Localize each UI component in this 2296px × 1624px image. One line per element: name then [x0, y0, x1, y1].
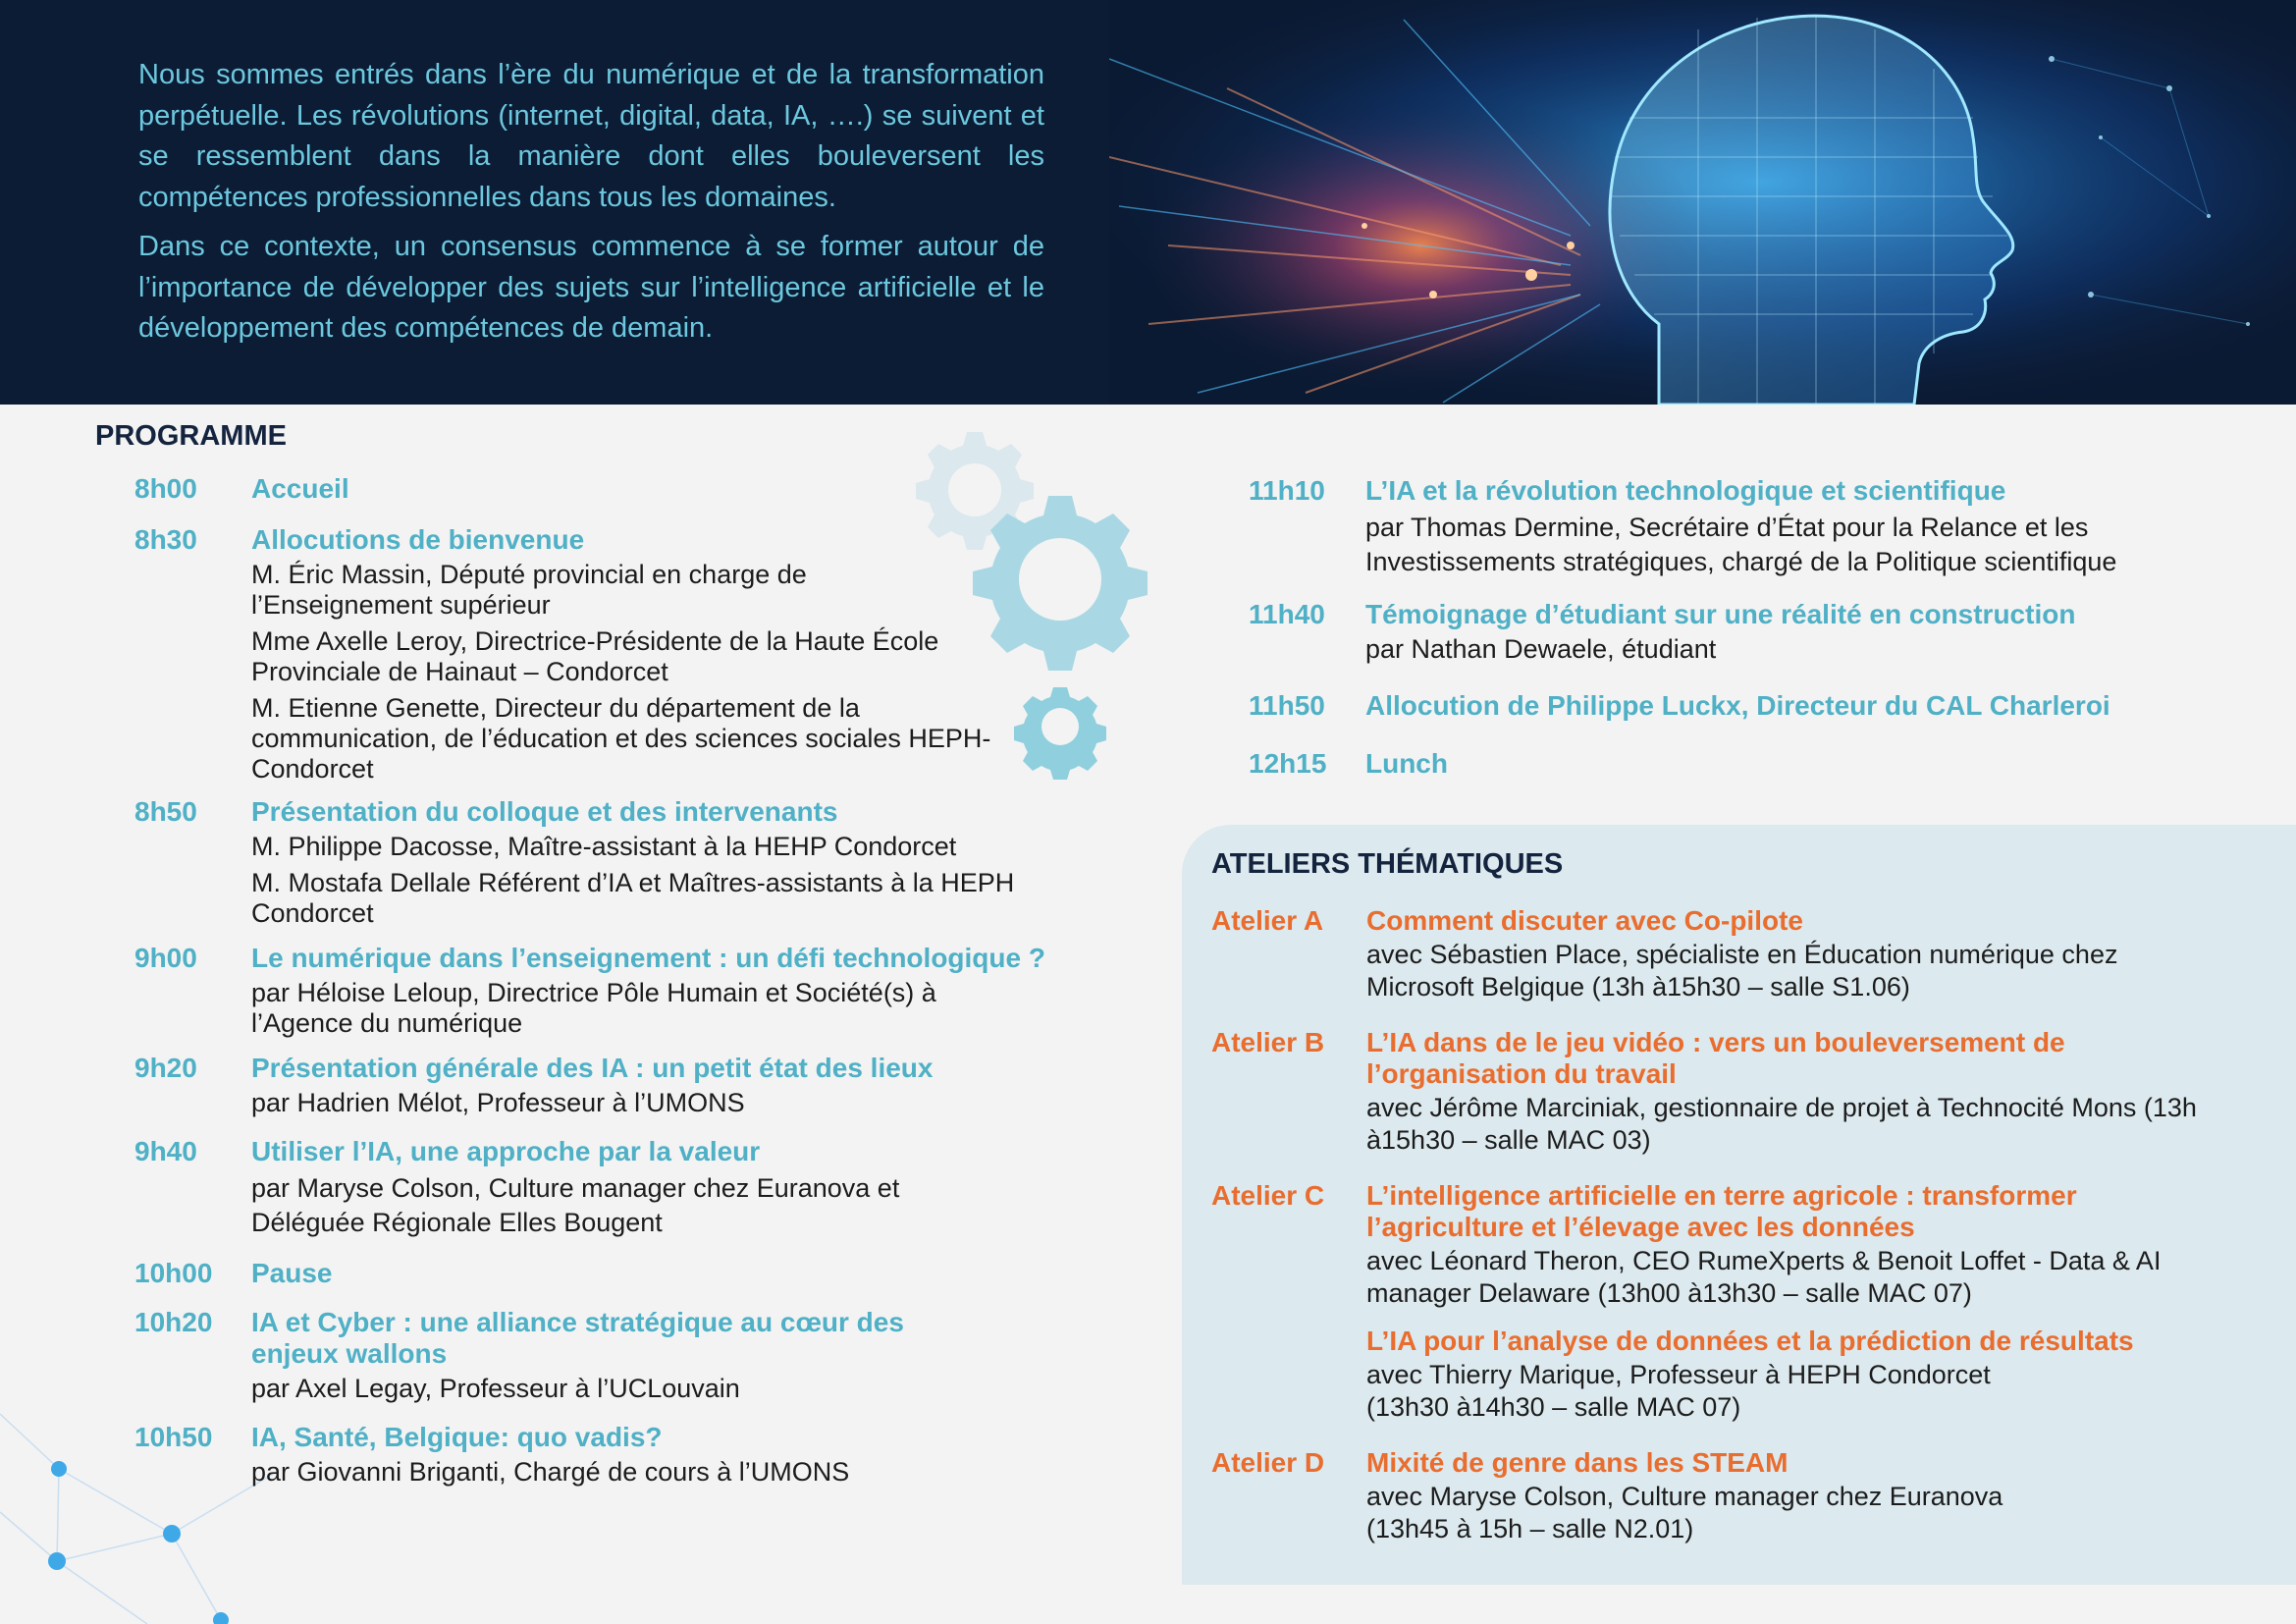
programme-item	[134, 524, 1096, 785]
atelier-desc: avec Sébastien Place, spécialiste en Éducation numérique chez Microsoft Belgique (13h à15h30 – salle S1.06)	[1366, 940, 2118, 1001]
item-time: 10h50	[134, 1422, 213, 1452]
atelier-desc: avec Thierry Marique, Professeur à HEPH Condorcet (13h30 à14h30 – salle MAC 07)	[1366, 1360, 1991, 1422]
item-title: Utiliser l’IA, une approche par la valeur	[251, 1136, 761, 1166]
item-time: 9h20	[134, 1053, 197, 1083]
item-detail: par Héloise Leloup, Directrice Pôle Humain et Société(s) à l’Agence du numérique	[251, 978, 936, 1038]
item-detail: par Nathan Dewaele, étudiant	[1365, 634, 1717, 664]
hero-banner	[0, 0, 2296, 405]
intro-text	[138, 55, 1044, 358]
item-title: Allocutions de bienvenue	[251, 524, 585, 555]
programme-left-column	[134, 473, 1096, 1488]
item-time: 8h00	[134, 473, 197, 504]
programme-right-column	[1249, 475, 2230, 780]
intro-paragraph-2: Dans ce contexte, un consensus commence à se former autour de l’importance de développer des sujets sur l’intelligence artificielle et le développement des compétences de demain.	[138, 231, 1044, 344]
programme-item	[134, 1258, 1096, 1289]
item-title: Témoignage d’étudiant sur une réalité en construction	[1365, 599, 2076, 629]
item-detail: par Thomas Dermine, Secrétaire d’État pour la Relance et les Investissements stratégiques, chargé de la Politique scientifique	[1365, 513, 2117, 576]
item-detail: par Axel Legay, Professeur à l’UCLouvain	[251, 1374, 740, 1403]
programme-item	[1249, 748, 2230, 780]
item-detail: par Maryse Colson, Culture manager chez Euranova et Déléguée Régionale Elles Bougent	[251, 1173, 900, 1237]
programme-item	[1249, 475, 2230, 579]
atelier-item	[1211, 1027, 2271, 1157]
atelier-desc: avec Jérôme Marciniak, gestionnaire de projet à Technocité Mons (13h à15h30 – salle MAC 03)	[1366, 1093, 2197, 1155]
atelier-title: L’IA dans de le jeu vidéo : vers un bouleversement de l’organisation du travail	[1366, 1027, 2065, 1089]
atelier-item	[1211, 1326, 2271, 1424]
item-title: Présentation du colloque et des intervenants	[251, 796, 838, 827]
atelier-label: Atelier A	[1211, 905, 1324, 936]
atelier-label: Atelier B	[1211, 1027, 1325, 1057]
atelier-item	[1211, 1447, 2271, 1545]
programme-item	[1249, 599, 2230, 665]
item-detail: Mme Axelle Leroy, Directrice-Présidente de la Haute École Provinciale de Hainaut – Condorcet	[251, 626, 939, 686]
item-time: 9h00	[134, 943, 197, 973]
programme-item	[134, 796, 1096, 929]
programme-item	[134, 1422, 1096, 1488]
item-title: Allocution de Philippe Luckx, Directeur du CAL Charleroi	[1365, 690, 2110, 721]
item-time: 8h50	[134, 796, 197, 827]
item-time: 10h20	[134, 1307, 213, 1337]
item-time: 8h30	[134, 524, 197, 555]
programme-item	[134, 1136, 1096, 1240]
atelier-label	[1211, 1326, 1366, 1424]
item-time: 11h50	[1249, 690, 1325, 721]
item-title: Pause	[251, 1258, 333, 1288]
atelier-item	[1211, 1180, 2271, 1310]
atelier-desc: avec Maryse Colson, Culture manager chez Euranova (13h45 à 15h – salle N2.01)	[1366, 1482, 2003, 1543]
programme-item	[134, 473, 1096, 505]
ai-head-illustration	[1109, 0, 2296, 405]
item-title: Présentation générale des IA : un petit état des lieux	[251, 1053, 934, 1083]
atelier-item	[1211, 905, 2271, 1003]
programme-item	[1249, 690, 2230, 722]
item-title: IA et Cyber : une alliance stratégique au cœur des enjeux wallons	[251, 1307, 904, 1369]
ateliers-list	[1211, 905, 2271, 1545]
atelier-title: L’IA pour l’analyse de données et la prédiction de résultats	[1366, 1326, 2134, 1356]
ateliers-title: ATELIERS THÉMATIQUES	[1211, 848, 1564, 880]
programme-title: PROGRAMME	[95, 420, 287, 452]
item-detail: M. Philippe Dacosse, Maître-assistant à la HEHP Condorcet	[251, 832, 957, 861]
atelier-title: L’intelligence artificielle en terre agricole : transformer l’agriculture et l’élevage avec les données	[1366, 1180, 2077, 1242]
item-title: IA, Santé, Belgique: quo vadis?	[251, 1422, 663, 1452]
programme-item	[134, 943, 1096, 1039]
intro-paragraph-1: Nous sommes entrés dans l’ère du numérique et de la transformation perpétuelle. Les révolutions (internet, digital, data, IA, ….) se suivent et se ressemblent dans la manière dont elles bouleversent les compétences professionnelles dans tous les domaines.	[138, 59, 1044, 213]
item-detail: M. Mostafa Dellale Référent d’IA et Maîtres-assistants à la HEPH Condorcet	[251, 868, 1015, 928]
programme-item	[134, 1307, 1096, 1404]
atelier-title: Mixité de genre dans les STEAM	[1366, 1447, 1789, 1478]
atelier-label: Atelier D	[1211, 1447, 1325, 1478]
item-title: Lunch	[1365, 748, 1448, 779]
item-time: 11h10	[1249, 475, 1325, 506]
atelier-title: Comment discuter avec Co-pilote	[1366, 905, 1803, 936]
item-title: Le numérique dans l’enseignement : un défi technologique ?	[251, 943, 1045, 973]
item-detail: par Hadrien Mélot, Professeur à l’UMONS	[251, 1088, 745, 1117]
item-title: Accueil	[251, 473, 349, 504]
item-detail: M. Etienne Genette, Directeur du département de la communication, de l’éducation et des sciences sociales HEPH-Condorcet	[251, 693, 991, 784]
atelier-label: Atelier C	[1211, 1180, 1325, 1211]
item-title: L’IA et la révolution technologique et scientifique	[1365, 475, 2006, 506]
item-time: 10h00	[134, 1258, 213, 1288]
item-time: 9h40	[134, 1136, 197, 1166]
item-detail: M. Éric Massin, Député provincial en charge de l’Enseignement supérieur	[251, 560, 807, 620]
programme-item	[134, 1053, 1096, 1118]
item-detail: par Giovanni Briganti, Chargé de cours à l’UMONS	[251, 1457, 850, 1487]
atelier-desc: avec Léonard Theron, CEO RumeXperts & Benoit Loffet - Data & AI manager Delaware (13h00 à13h30 – salle MAC 07)	[1366, 1246, 2162, 1308]
item-time: 11h40	[1249, 599, 1325, 629]
item-time: 12h15	[1249, 748, 1327, 779]
